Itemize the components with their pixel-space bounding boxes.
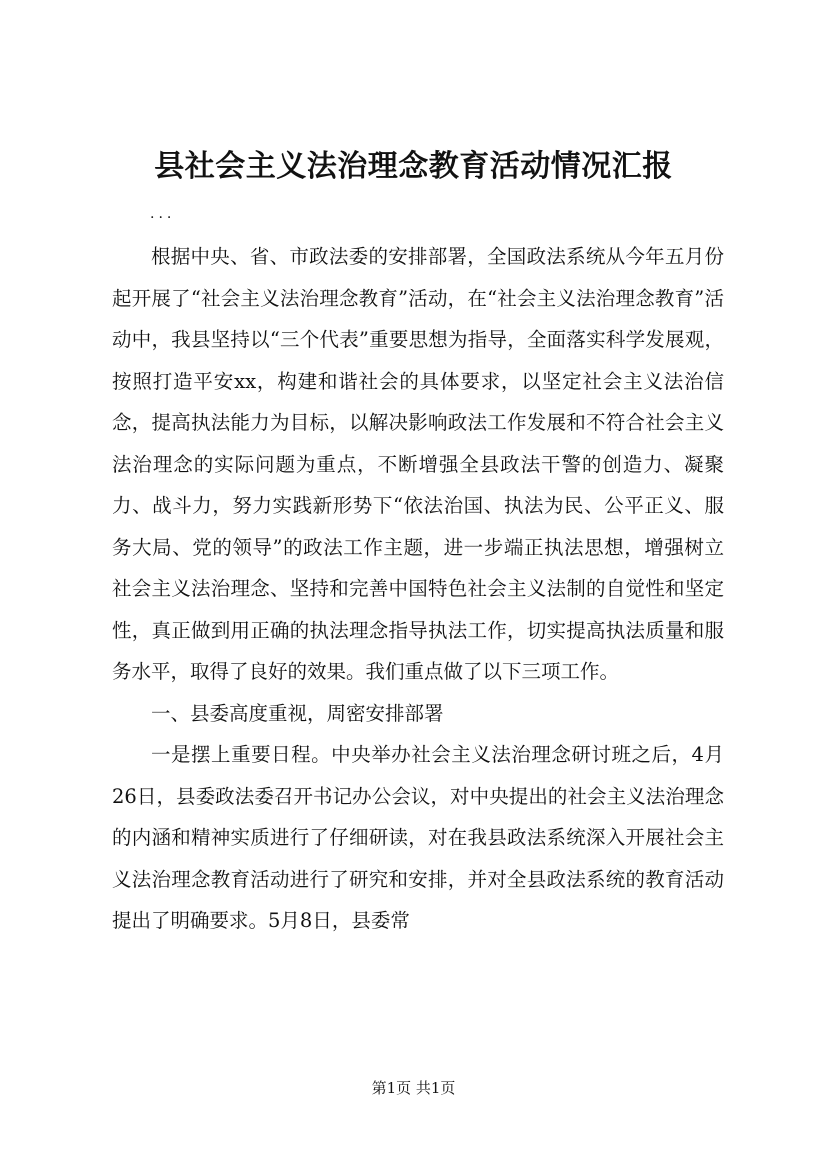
section-heading-1: 一、县委高度重视，周密安排部署: [151, 701, 444, 725]
paragraph-intro: 根据中央、省、市政法委的安排部署，全国政法系统从今年五月份起开展了“社会主义法治理念教育”活动，在“社会主义法治理念教育”活动中，我县坚持以“三个代表”重要思想为指导，全面落实科学发展观，按照打造平安xx，构建和谐社会的具体要求，以坚定社会主义法治信念，提高执法能力为目标，以解决影响政法工作发展和不符合社会主义法治理念的实际问题为重点，不断增强全县政法干警的创造力、凝聚力、战斗力，努力实践新形势下“依法治国、执法为民、公平正义、服务大局、党的领导”的政法工作主题，进一步端正执法思想，增强树立社会主义法治理念、坚持和完善中国特色社会主义法制的自觉性和坚定性，真正做到用正确的执法理念指导执法工作，切实提高执法质量和服务水平，取得了良好的效果。我们重点做了以下三项工作。: [112, 245, 724, 683]
page-footer: 第1页 共1页: [371, 1079, 456, 1097]
subtitle-ellipsis: ...: [150, 206, 176, 222]
document-body: [112, 236, 724, 942]
paragraph-schedule: 一是摆上重要日程。中央举办社会主义法治理念研讨班之后，4月26日，县委政法委召开书记办公会议，对中央提出的社会主义法治理念的内涵和精神实质进行了仔细研读，对在我县政法系统深入开展社会主义法治理念教育活动进行了研究和安排，并对全县政法系统的教育活动提出了明确要求。5月8日，县委常: [112, 743, 724, 932]
document-title: 县社会主义法治理念教育活动情况汇报: [154, 149, 673, 184]
